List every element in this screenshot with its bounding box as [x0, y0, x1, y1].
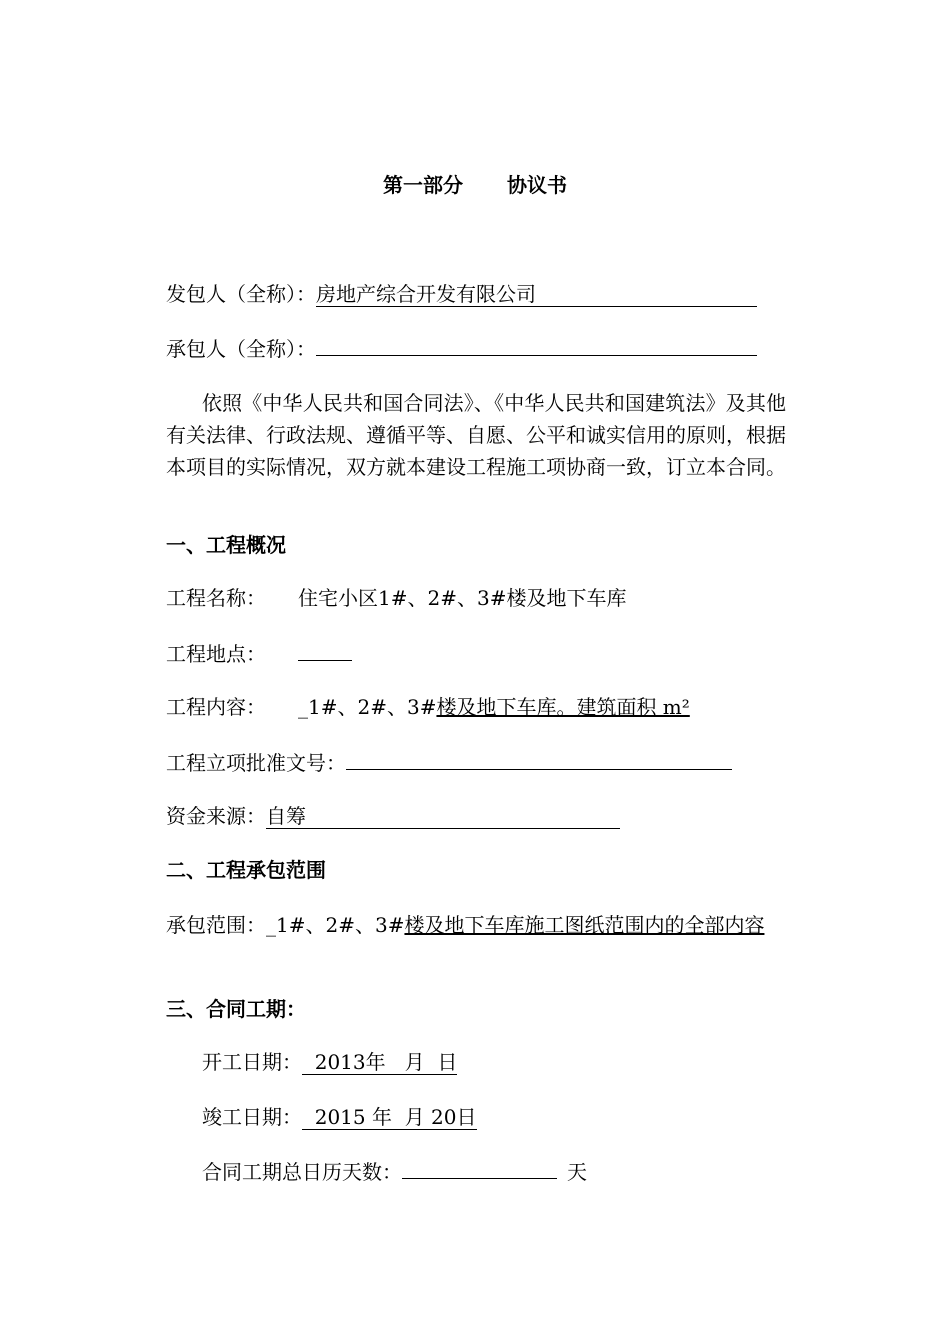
scope-prefix: _1#、2#、3# [266, 913, 405, 937]
start-date-value: 2013年 月 日 [302, 1050, 458, 1074]
intro-paragraph: 依照《中华人民共和国合同法》、《中华人民共和国建筑法》及其他有关法律、行政法规、遵循平等、自愿、公平和诚实信用的原则，根据本项目的实际情况，双方就本建设工程施工项协商一致，订立本合同。 [166, 391, 786, 479]
end-date-line [202, 1102, 477, 1132]
end-date-label: 竣工日期： [202, 1105, 302, 1129]
project-name-line [166, 583, 626, 613]
end-date-value: 2015 年 月 20日 [302, 1105, 477, 1129]
page-title [0, 170, 950, 200]
section3-heading: 三、合同工期： [166, 997, 306, 1021]
project-location-line [166, 638, 352, 669]
contractor-label: 承包人（全称）： [166, 337, 316, 361]
scope-label: 承包范围： [166, 913, 266, 937]
contractor-blank [316, 333, 757, 356]
start-date-line [202, 1047, 457, 1077]
scope-line [166, 910, 786, 940]
approval-number-line [166, 747, 732, 778]
funding-value: 自筹 [266, 804, 620, 829]
funding-label: 资金来源： [166, 804, 266, 828]
project-name-label: 工程名称： [166, 586, 266, 610]
total-days-blank [402, 1156, 557, 1179]
title-name: 协议书 [507, 173, 567, 197]
employer-line [166, 279, 757, 309]
project-location-blank [298, 638, 352, 661]
title-part: 第一部分 [383, 173, 463, 197]
contractor-line [166, 333, 757, 364]
section2-heading: 二、工程承包范围 [166, 858, 326, 882]
total-days-label: 合同工期总日历天数： [202, 1160, 402, 1184]
employer-value: 房地产综合开发有限公司 [316, 282, 757, 307]
project-name-value: 住宅小区1#、2#、3#楼及地下车库 [298, 586, 627, 610]
approval-number-label: 工程立项批准文号： [166, 751, 346, 775]
approval-number-blank [346, 747, 732, 770]
start-date-label: 开工日期： [202, 1050, 302, 1074]
total-days-unit: 天 [567, 1160, 587, 1184]
section1-heading: 一、工程概况 [166, 533, 286, 557]
project-content-value: 楼及地下车库。建筑面积 m² [436, 695, 690, 719]
funding-line [166, 801, 620, 831]
project-content-label: 工程内容： [166, 695, 266, 719]
project-content-prefix: _1#、2#、3# [298, 695, 437, 719]
project-content-line [166, 692, 690, 722]
employer-label: 发包人（全称）： [166, 282, 316, 306]
scope-value: 楼及地下车库施工图纸范围内的全部内容 [404, 913, 765, 937]
project-location-label: 工程地点： [166, 642, 266, 666]
total-days-line [202, 1156, 587, 1187]
